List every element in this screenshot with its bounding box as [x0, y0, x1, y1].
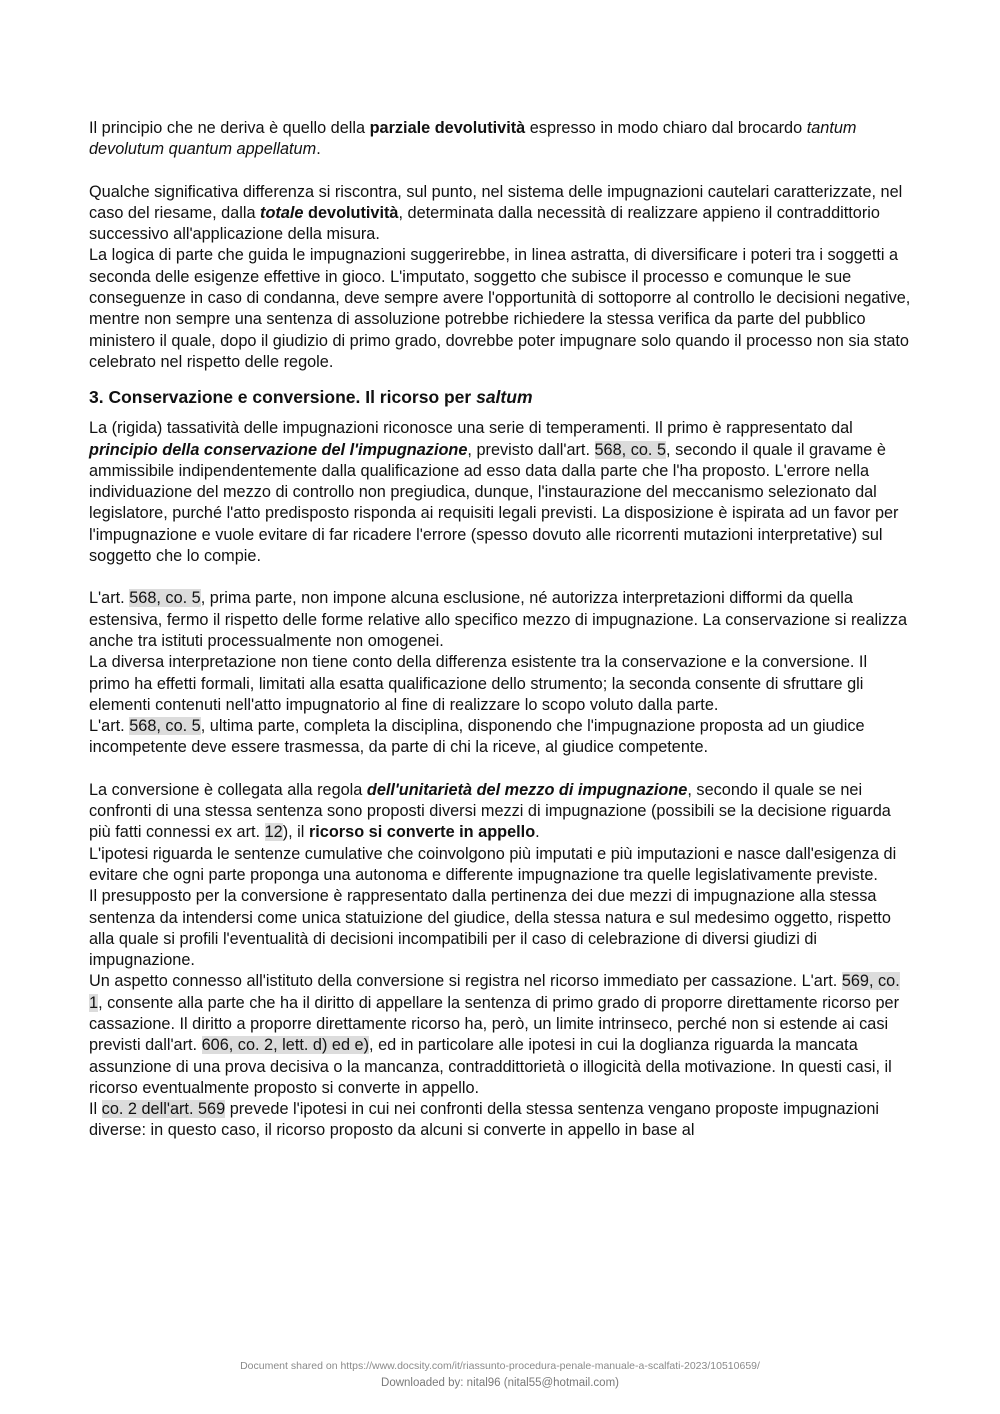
text: , secondo il quale il gravame è ammissibile indipendentemente dalla qualificazione ad esso data dalla parte che l'ha proposto. L'errore nella individuazione del mezzo di controllo non pregiudica, dunque, l'instaurazione del meccanismo selezionato dal legislatore, purché l'atto predisposto risponda ai requisiti legali previsti. La disposizione è ispirata ad un favor per l'impugnazione e vuole evitare di far ricadere l'errore (spesso dovuto alle ricorrenti mutazioni interpretative) sul soggetto che lo compie.	[89, 440, 899, 566]
article-link[interactable]: 12	[264, 823, 283, 842]
text: La conversione è collegata alla regola	[89, 780, 367, 799]
text: .	[316, 140, 321, 159]
text: , determinata dalla necessità di realizzare appieno il contraddittorio successivo all'applicazione della misura.	[89, 203, 880, 244]
text: , secondo il quale se nei confronti di una stessa sentenza sono proposti diversi mezzi di impugnazione (possibili se la decisione riguarda più fatti connessi ex art.	[89, 780, 891, 842]
bold-italic-term: dell'unitarietà del mezzo di impugnazione	[366, 780, 688, 799]
bold-italic-term: principio della conservazione del l'impugnazione	[89, 440, 468, 459]
paragraph-co2-art569	[89, 1099, 911, 1142]
text: , previsto dall'art.	[467, 440, 595, 459]
paragraph-devolutivita	[89, 118, 911, 161]
paragraph-prima-parte	[89, 588, 911, 652]
paragraph-conversione	[89, 780, 911, 844]
paragraph-ultima-parte	[89, 716, 911, 759]
text: L'art.	[89, 717, 130, 736]
text: .	[535, 823, 540, 842]
text: La (rigida) tassatività delle impugnazioni riconosce una serie di temperamenti. Il primo è rappresentato dal	[89, 419, 853, 438]
text: L'art.	[89, 589, 130, 608]
article-link[interactable]: 569, co. 1	[89, 972, 900, 1012]
text: prevede l'ipotesi in cui nei confronti della stessa sentenza vengano proposte impugnazioni diverse: in questo caso, il ricorso proposto da alcuni si converte in appello in base al	[89, 1100, 880, 1140]
bold-italic-term: totale	[260, 203, 304, 222]
paragraph-riesame	[89, 182, 911, 246]
heading-text: 3. Conservazione e conversione. Il ricorso per	[89, 387, 477, 408]
text: Il principio che ne deriva è quello della	[89, 119, 370, 137]
document-page	[89, 118, 911, 1142]
text: Il	[89, 1100, 102, 1119]
article-link[interactable]: 568, co. 5	[129, 589, 201, 608]
paragraph-diversa-interpretazione: La diversa interpretazione non tiene conto della differenza esistente tra la conservazione e la conversione. Il primo ha effetti formali, limitati alla esatta qualificazione dello strumento; la seconda consente di sfruttare gli elementi contenuti nell'atto impugnatorio al fine di realizzare lo scopo voluto dalla parte.	[89, 653, 868, 714]
footer-shared-link[interactable]: Document shared on https://www.docsity.com/it/riassunto-procedura-penale-manuale-a-scalfati-2023/10510659/	[240, 1360, 760, 1372]
paragraph-conservazione	[89, 418, 911, 567]
text: , consente alla parte che ha il diritto di appellare la sentenza di primo grado di proporre direttamente ricorso per cassazione. Il diritto a proporre direttamente ricorso ha, però, un limite intrinseco, perché non si estende ai casi previsti dall'art.	[89, 993, 899, 1055]
article-link[interactable]: 568, co. 5	[129, 717, 201, 736]
text: , ultima parte, completa la disciplina, disponendo che l'impugnazione proposta ad un giudice incompetente deve essere trasmessa, da parte di chi la riceve, al giudice competente.	[89, 717, 865, 757]
section-heading	[89, 385, 911, 409]
paragraph-sentenze-cumulative: L'ipotesi riguarda le sentenze cumulative che coinvolgono più imputati e più imputazioni e nasce dall'esigenza di evitare che ogni parte proponga una autonoma e differente impugnazione tra quelle legislativamente previste.	[89, 844, 897, 884]
article-link[interactable]: co. 2 dell'art. 569	[101, 1100, 226, 1119]
bold-term: devolutività	[303, 203, 399, 222]
article-link[interactable]: 606, co. 2, lett. d) ed e)	[201, 1036, 370, 1055]
text: , prima parte, non impone alcuna esclusione, né autorizza interpretazioni difformi da quella estensiva, fermo il rispetto delle forme relative allo specifico mezzo di impugnazione. La conservazione si realizza anche tra istituti processualmente non omogenei.	[89, 589, 908, 650]
bold-term: ricorso si converte in appello	[308, 823, 536, 842]
text: ), il	[282, 823, 309, 842]
footer-downloaded-by: Downloaded by: nital96 (nital55@hotmail.com)	[381, 1377, 619, 1389]
text: espresso in modo chiaro dal brocardo	[525, 119, 807, 137]
latin-brocardo: tantum devolutum quantum appellatum	[89, 119, 857, 159]
paragraph-logica-parte: La logica di parte che guida le impugnazioni suggerirebbe, in linea astratta, di diversificare i poteri tra i soggetti a seconda delle esigenze effettive in gioco. L'imputato, soggetto che subisce il processo e comunque le sue conseguenze in caso di condanna, deve sempre avere l'opportunità di sottoporre al controllo le decisioni negative, mentre non sempre una sentenza di assoluzione potrebbe richiedere la stessa verifica da parte del pubblico ministero il quale, dopo il giudizio di primo grado, dovrebbe poter impugnare solo quando il processo non sia stato celebrato nel rispetto delle regole.	[89, 246, 911, 371]
bold-term: parziale devolutività	[369, 119, 526, 137]
paragraph-ricorso-immediato	[89, 971, 911, 1099]
heading-italic: saltum	[476, 387, 533, 408]
article-link[interactable]: 568, co. 5	[594, 440, 667, 459]
text: , ed in particolare alle ipotesi in cui la doglianza riguarda la mancata assunzione di una prova decisiva o la mancanza, contraddittorietà o illogicità della motivazione. In questi casi, il ricorso eventualmente proposto si converte in appello.	[89, 1036, 892, 1097]
text: Un aspetto connesso all'istituto della conversione si registra nel ricorso immediato per cassazione. L'art.	[89, 972, 842, 991]
paragraph-presupposto: Il presupposto per la conversione è rappresentato dalla pertinenza dei due mezzi di impugnazione alla stessa sentenza da intendersi come unica statuizione del giudice, della stessa natura e sul medesimo oggetto, rispetto alla quale si profili l'eventualità di decisioni incompatibili per il caso di celebrazione di diversi giudizi di impugnazione.	[89, 887, 891, 970]
text: Qualche significativa differenza si riscontra, sul punto, nel sistema delle impugnazioni cautelari caratterizzate, nel caso del riesame, dalla	[89, 182, 903, 222]
